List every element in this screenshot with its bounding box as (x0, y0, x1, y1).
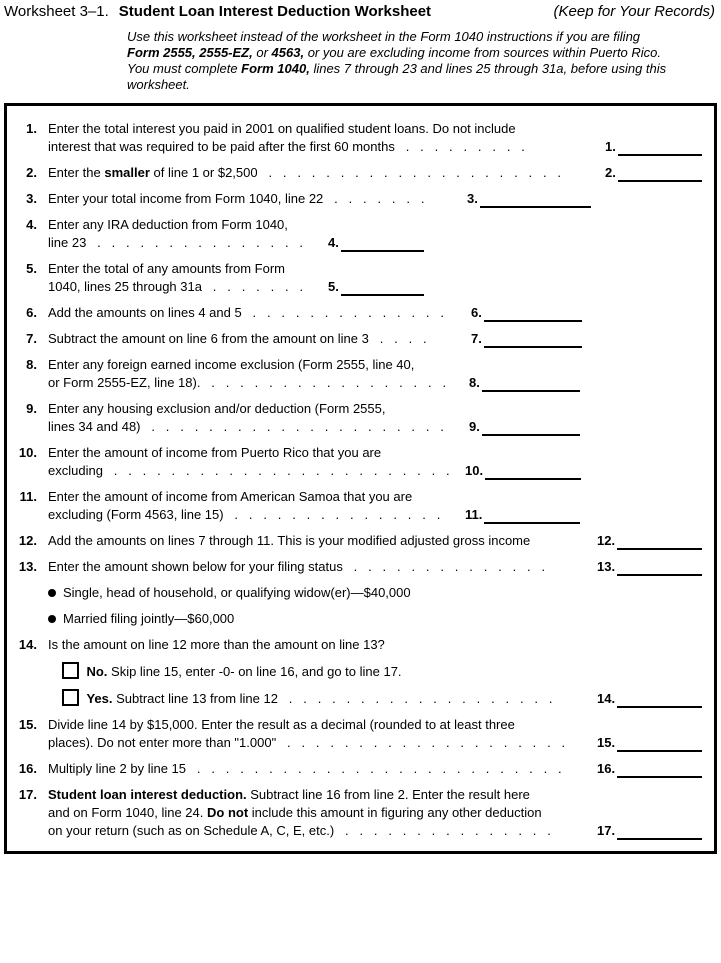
worksheet-title: Student Loan Interest Deduction Worksheet (118, 3, 432, 20)
text-line: Multiply line 2 by line 15 . . . . . . . . . . . . . . . . . . . . . . . . . . (48, 761, 562, 776)
answer-entry-17 (592, 822, 702, 840)
dot-leader: . . . . . . . . . . . . . . . (223, 507, 441, 522)
line-4 (15, 216, 706, 252)
line-content (48, 558, 706, 576)
answer-label: 3. (467, 191, 478, 206)
line-number: 2. (26, 165, 37, 180)
text-line: Enter your total income from Form 1040, line 22 . . . . . . . (48, 191, 425, 206)
answer-entry-2 (600, 164, 702, 182)
dot-leader: . . . . . . . . . . . . . . . (86, 235, 304, 250)
text-line: lines 34 and 48) . . . . . . . . . . . . . . . . . . . . . (48, 419, 444, 434)
text-line: Is the amount on line 12 more than the amount on line 13? (48, 637, 385, 652)
worksheet-box (4, 103, 717, 854)
text-line: line 23 . . . . . . . . . . . . . . . (48, 235, 304, 250)
text-line: Enter the total interest you paid in 2001 on qualified student loans. Do not include (48, 121, 516, 136)
answer-label: 7. (471, 331, 482, 346)
answer-entry-10 (460, 462, 581, 480)
text-line: on your return (such as on Schedule A, C, E, etc.) . . . . . . . . . . . . . . . (48, 823, 551, 838)
line-3 (15, 190, 706, 208)
line-7 (15, 330, 706, 348)
line-8 (15, 356, 706, 392)
answer-blank-14[interactable] (617, 691, 702, 708)
answer-blank-8[interactable] (482, 375, 580, 392)
line-content (48, 689, 706, 708)
line-number: 15. (18, 717, 37, 732)
line-content (48, 610, 706, 628)
line-number-empty (15, 662, 37, 681)
line-number-empty (15, 584, 37, 602)
answer-entry-11 (460, 506, 580, 524)
dot-leader: . . . . . . . . . . . . . . . . . . . (277, 691, 553, 706)
text-line: Divide line 14 by $15,000. Enter the result as a decimal (rounded to at least three (48, 717, 515, 732)
line-content (48, 164, 706, 182)
worksheet-header (4, 3, 717, 21)
text-line: Enter the amount shown below for your filing status . . . . . . . . . . . . . . (48, 559, 546, 574)
line-6 (15, 304, 706, 322)
bullet-single (15, 584, 706, 602)
answer-blank-16[interactable] (617, 761, 702, 778)
line-content (48, 120, 706, 156)
dot-leader: . . . . . . . . . . . . . . . . . (200, 375, 447, 390)
dot-leader: . . . . . . . . . . . . . . . . . . . . . . . . . . (186, 761, 562, 776)
text-line: Enter the amount of income from Puerto Rico that you are (48, 445, 382, 460)
answer-entry-16 (592, 760, 702, 778)
line-content (48, 662, 706, 681)
line-content (48, 400, 706, 436)
answer-label: 8. (469, 375, 480, 390)
bullet-icon (48, 589, 56, 597)
line-number: 3. (26, 191, 37, 206)
line-content (48, 444, 706, 480)
line-16 (15, 760, 706, 778)
dot-leader: . . . . . . . (201, 279, 304, 294)
line-17 (15, 786, 706, 840)
text-line: interest that was required to be paid after the first 60 months . . . . . . . . . (48, 139, 525, 154)
answer-blank-12[interactable] (617, 533, 702, 550)
text-line: Add the amounts on lines 7 through 11. This is your modified adjusted gross income (48, 533, 531, 548)
line-number: 14. (18, 637, 37, 652)
line-number: 1. (26, 121, 37, 136)
dot-leader: . . . . . . . . . . . . . . (342, 559, 546, 574)
dot-leader: . . . . . . . . . (394, 139, 525, 154)
line-15 (15, 716, 706, 752)
line-1 (15, 120, 706, 156)
answer-label: 12. (597, 533, 616, 548)
answer-entry-12 (592, 532, 702, 550)
dot-leader: . . . . . . . . . . . . . . . (334, 823, 551, 838)
line-content (48, 584, 706, 602)
text-line: Enter the total of any amounts from Form (48, 261, 285, 276)
checkbox-indent (48, 664, 62, 679)
line-number: 7. (26, 331, 37, 346)
answer-blank-1[interactable] (618, 139, 702, 156)
answer-label: 10. (465, 463, 484, 478)
line-content (48, 716, 706, 752)
answer-blank-15[interactable] (617, 735, 702, 752)
line-number: 4. (26, 217, 37, 232)
text-line: excluding . . . . . . . . . . . . . . . . . . . . . . . . (48, 463, 450, 478)
line-number: 17. (18, 787, 37, 802)
line-content (48, 786, 706, 840)
line-9 (15, 400, 706, 436)
text-line: and on Form 1040, line 24. Do not include this amount in figuring any other deduction (48, 805, 542, 820)
answer-entry-5 (323, 278, 424, 296)
answer-label: 2. (605, 165, 616, 180)
answer-label: 9. (469, 419, 480, 434)
intro-line: Form 2555, 2555-EZ, or 4563, or you are excluding income from sources within Puerto Rico. (127, 45, 662, 60)
answer-entry-1 (600, 138, 702, 156)
text-line: Enter the smaller of line 1 or $2,500 . . . . . . . . . . . . . . . . . . . . . (48, 165, 562, 180)
answer-label: 15. (597, 735, 616, 750)
answer-blank-4[interactable] (341, 235, 424, 252)
intro-line: Use this worksheet instead of the worksheet in the Form 1040 instructions if you are filing (127, 29, 641, 44)
answer-blank-13[interactable] (617, 559, 702, 576)
answer-label: 4. (328, 235, 339, 250)
line-12 (15, 532, 706, 550)
line-content (48, 304, 706, 322)
answer-blank-10[interactable] (485, 463, 581, 480)
dot-leader: . . . . (368, 331, 427, 346)
line-content (48, 488, 706, 524)
line-number: 8. (26, 357, 37, 372)
answer-label: 1. (605, 139, 616, 154)
checkbox-yes (15, 689, 706, 708)
intro-line: You must complete Form 1040, lines 7 through 23 and lines 25 through 31a, before using this (127, 61, 667, 76)
line-content (48, 330, 706, 348)
intro-line: worksheet. (127, 77, 190, 92)
checkbox-no (15, 662, 706, 681)
answer-label: 14. (597, 691, 616, 706)
line-content (48, 760, 706, 778)
checkbox-no-icon[interactable] (62, 662, 79, 679)
line-number: 10. (18, 445, 37, 460)
line-13 (15, 558, 706, 576)
text-line: excluding (Form 4563, line 15) . . . . . . . . . . . . . . . (48, 507, 441, 522)
text-line: Student loan interest deduction. Subtract line 16 from line 2. Enter the result here (48, 787, 530, 802)
text-line: places). Do not enter more than "1.000" . . . . . . . . . . . . . . . . . . . . (48, 735, 566, 750)
dot-leader: . . . . . . . . . . . . . . (241, 305, 444, 320)
answer-entry-15 (592, 734, 702, 752)
dot-leader: . . . . . . . (323, 191, 425, 206)
line-content (48, 190, 706, 208)
line-number: 9. (26, 401, 37, 416)
answer-blank-7[interactable] (484, 331, 582, 348)
answer-label: 16. (597, 761, 616, 776)
answer-blank-11[interactable] (484, 507, 580, 524)
line-10 (15, 444, 706, 480)
dot-leader: . . . . . . . . . . . . . . . . . . . . . (140, 419, 444, 434)
line-number: 13. (18, 559, 37, 574)
keep-for-records-note: (Keep for Your Records) (553, 3, 715, 20)
dot-leader: . . . . . . . . . . . . . . . . . . . . . (257, 165, 562, 180)
line-content (48, 216, 706, 252)
line-number-empty (15, 610, 37, 628)
answer-blank-17[interactable] (617, 823, 702, 840)
answer-blank-6[interactable] (484, 305, 582, 322)
text-line: Single, head of household, or qualifying widow(er)—$40,000 (48, 584, 706, 602)
answer-blank-9[interactable] (482, 419, 580, 436)
answer-entry-8 (464, 374, 580, 392)
line-number: 12. (18, 533, 37, 548)
line-content (48, 260, 706, 296)
answer-blank-3[interactable] (480, 191, 591, 208)
worksheet-number-label: Worksheet 3–1. (4, 3, 109, 20)
answer-label: 13. (597, 559, 616, 574)
answer-entry-9 (464, 418, 580, 436)
text-line: No. Skip line 15, enter -0- on line 16, and go to line 17. (48, 662, 706, 681)
line-number: 6. (26, 305, 37, 320)
answer-entry-13 (592, 558, 702, 576)
line-2 (15, 164, 706, 182)
text-line: or Form 2555-EZ, line 18). . . . . . . . . . . . . . . . . . (48, 375, 447, 390)
answer-entry-7 (466, 330, 582, 348)
line-content (48, 636, 706, 654)
answer-entry-3 (462, 190, 591, 208)
text-line: Enter any housing exclusion and/or deduction (Form 2555, (48, 401, 386, 416)
checkbox-yes-icon[interactable] (62, 689, 79, 706)
line-11 (15, 488, 706, 524)
answer-entry-6 (466, 304, 582, 322)
text-line: Yes. Subtract line 13 from line 12 . . . . . . . . . . . . . . . . . . . (48, 689, 706, 708)
text-line: Enter any IRA deduction from Form 1040, (48, 217, 288, 232)
intro-instructions (127, 29, 715, 93)
dot-leader: . . . . . . . . . . . . . . . . . . . . . . . . (102, 463, 450, 478)
checkbox-indent (48, 691, 62, 706)
line-number-empty (15, 689, 37, 708)
answer-label: 6. (471, 305, 482, 320)
bullet-married (15, 610, 706, 628)
text-line: Enter the amount of income from American Samoa that you are (48, 489, 413, 504)
answer-entry-14 (592, 690, 702, 708)
line-number: 5. (26, 261, 37, 276)
line-content (48, 356, 706, 392)
text-line: Married filing jointly—$60,000 (48, 610, 706, 628)
answer-entry-4 (323, 234, 424, 252)
answer-blank-5[interactable] (341, 279, 424, 296)
answer-label: 17. (597, 823, 616, 838)
answer-label: 11. (465, 507, 483, 522)
line-14 (15, 636, 706, 654)
line-content (48, 532, 706, 550)
text-line: Enter any foreign earned income exclusion (Form 2555, line 40, (48, 357, 415, 372)
line-number: 11. (19, 489, 37, 504)
text-line: Subtract the amount on line 6 from the amount on line 3 . . . . (48, 331, 427, 346)
line-5 (15, 260, 706, 296)
bullet-icon (48, 615, 56, 623)
dot-leader: . . . . . . . . . . . . . . . . . . . . (276, 735, 566, 750)
answer-blank-2[interactable] (618, 165, 702, 182)
line-number: 16. (18, 761, 37, 776)
text-line: Add the amounts on lines 4 and 5 . . . . . . . . . . . . . . (48, 305, 444, 320)
text-line: 1040, lines 25 through 31a . . . . . . . (48, 279, 304, 294)
answer-label: 5. (328, 279, 339, 294)
